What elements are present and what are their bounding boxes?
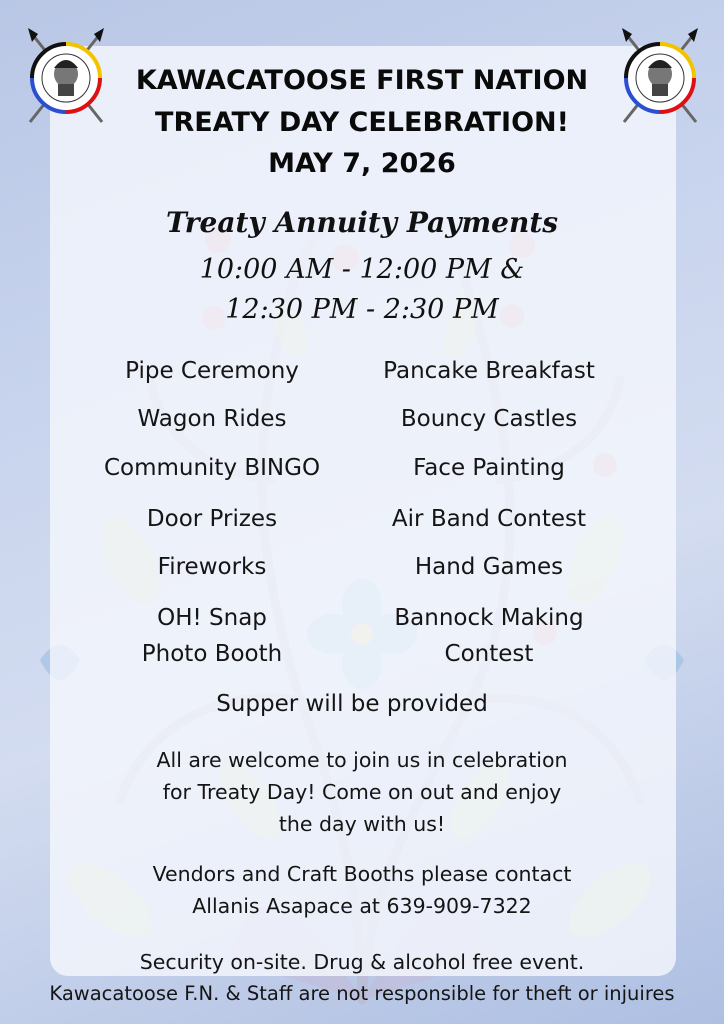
payments-time-2: 12:30 PM - 2:30 PM [225, 294, 499, 325]
activity-hand-games: Hand Games [414, 554, 564, 580]
activity-oh-snap: OH! Snap [157, 605, 267, 631]
welcome-line-2: for Treaty Day! Come on out and enjoy [162, 780, 562, 804]
activity-door-prizes: Door Prizes [146, 506, 278, 532]
payments-heading: Treaty Annuity Payments [165, 206, 559, 239]
title-line-2: TREATY DAY CELEBRATION! [155, 107, 569, 138]
activity-face-painting: Face Painting [413, 455, 565, 481]
activity-fireworks: Fireworks [157, 554, 267, 580]
activity-bouncy-castles: Bouncy Castles [400, 406, 578, 432]
footer-disclaimer: Kawacatoose F.N. & Staff are not responsible for theft or injuires [49, 982, 675, 1005]
footer-security: Security on-site. Drug & alcohol free event. [139, 950, 585, 974]
activity-wagon-rides: Wagon Rides [137, 406, 287, 432]
activity-air-band-contest: Air Band Contest [391, 506, 587, 532]
payments-time-1: 10:00 AM - 12:00 PM & [199, 254, 525, 285]
title-line-1: KAWACATOOSE FIRST NATION [135, 65, 589, 96]
activity-photo-booth: Photo Booth [141, 641, 283, 667]
vendors-line-1: Vendors and Craft Booths please contact [152, 862, 572, 886]
event-date: MAY 7, 2026 [268, 148, 456, 179]
activity-pancake-breakfast: Pancake Breakfast [383, 358, 595, 384]
welcome-line-1: All are welcome to join us in celebration [156, 748, 568, 772]
activity-pipe-ceremony: Pipe Ceremony [125, 358, 299, 384]
welcome-line-3: the day with us! [278, 812, 446, 836]
activity-bannock-contest: Contest [444, 641, 534, 667]
activity-bannock-making: Bannock Making [394, 605, 584, 631]
activity-community-bingo: Community BINGO [103, 455, 321, 481]
supper-note: Supper will be provided [216, 691, 488, 717]
vendors-contact: Allanis Asapace at 639-909-7322 [192, 894, 532, 918]
